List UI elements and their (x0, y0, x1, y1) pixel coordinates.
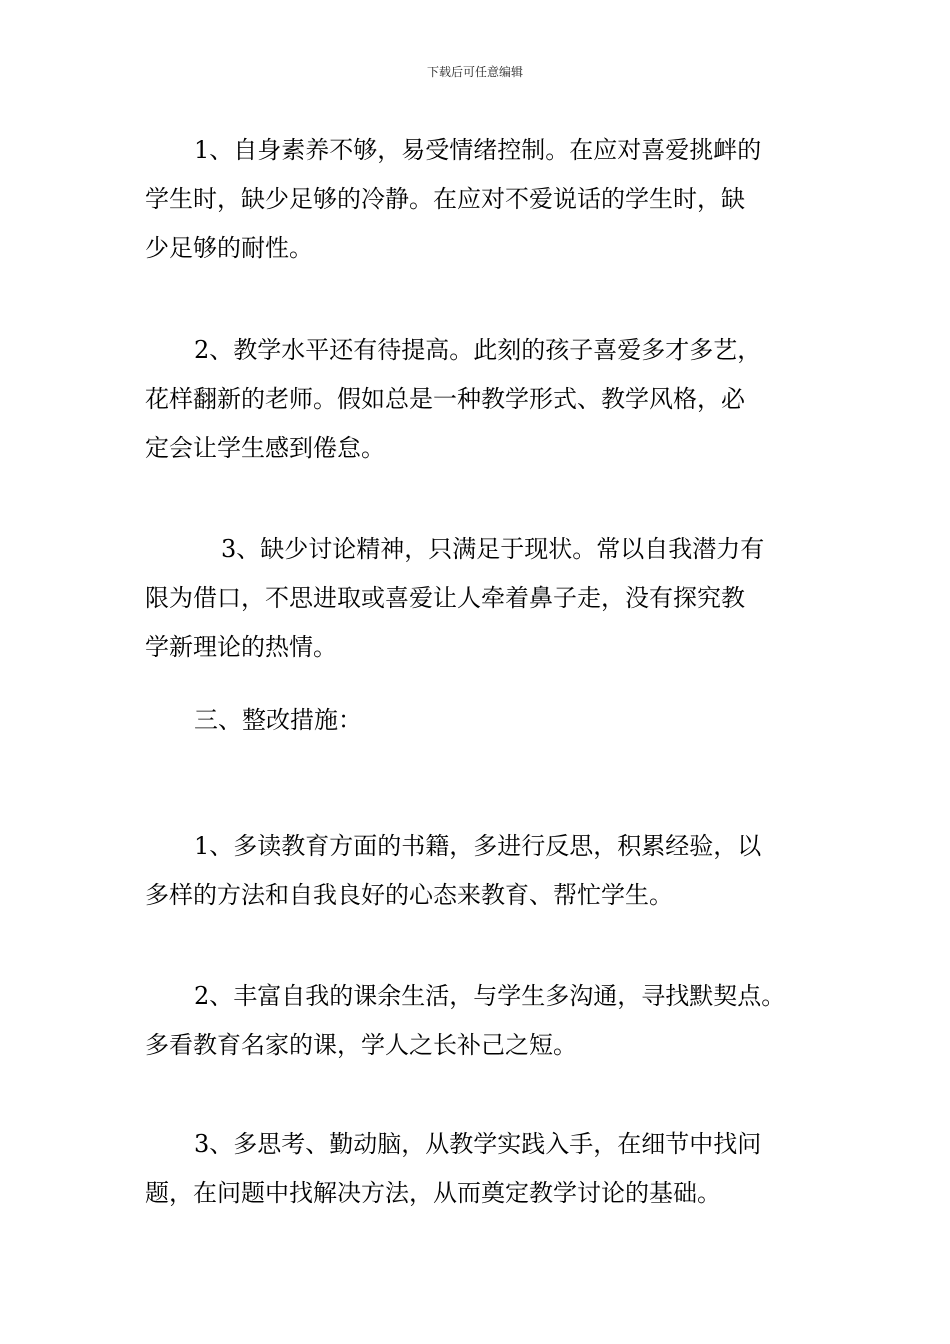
paragraph-problem-1 (145, 126, 815, 273)
paragraph-line: 定会让学生感到倦怠。 (145, 434, 385, 462)
paragraph-line: 2、教学水平还有待提高。此刻的孩子喜爱多才多艺， (194, 336, 762, 364)
paragraph-line: 少足够的耐性。 (145, 234, 313, 262)
paragraph-line: 3、缺少讨论精神，只满足于现状。常以自我潜力有 (221, 535, 765, 563)
page-header: 下载后可任意编辑 (426, 65, 523, 79)
paragraph-line: 1、自身素养不够，易受情绪控制。在应对喜爱挑衅的 (194, 136, 762, 164)
paragraph-measure-1 (145, 822, 815, 920)
paragraph-line: 学生时，缺少足够的冷静。在应对不爱说话的学生时，缺 (145, 185, 745, 213)
paragraph-problem-3 (145, 525, 815, 672)
paragraph-line: 题，在问题中找解决方法，从而奠定教学讨论的基础。 (145, 1179, 721, 1207)
paragraph-line: 花样翻新的老师。假如总是一种教学形式、教学风格，必 (145, 385, 745, 413)
paragraph-measure-3 (145, 1120, 815, 1218)
paragraph-line: 3、多思考、勤动脑，从教学实践入手，在细节中找问 (194, 1130, 762, 1158)
paragraph-line: 2、丰富自我的课余生活，与学生多沟通，寻找默契点。 (194, 982, 786, 1010)
section-heading: 三、整改措施： (194, 706, 362, 734)
paragraph-line: 学新理论的热情。 (145, 633, 337, 661)
paragraph-line: 多看教育名家的课，学人之长补己之短。 (145, 1031, 577, 1059)
paragraph-problem-2 (145, 326, 815, 473)
paragraph-line: 多样的方法和自我良好的心态来教育、帮忙学生。 (145, 881, 673, 909)
paragraph-line: 1、多读教育方面的书籍，多进行反思，积累经验，以 (194, 832, 762, 860)
section-heading-rectification (145, 696, 815, 745)
paragraph-line: 限为借口，不思进取或喜爱让人牵着鼻子走，没有探究教 (145, 584, 745, 612)
paragraph-measure-2 (145, 972, 815, 1070)
